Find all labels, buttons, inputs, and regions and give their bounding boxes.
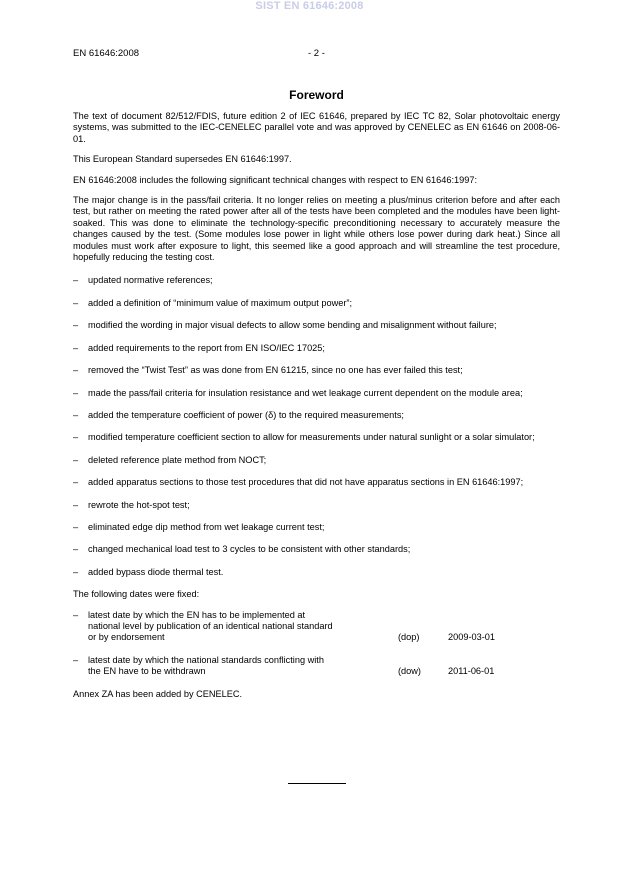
dash-bullet: – (73, 409, 79, 420)
dash-bullet: – (73, 365, 79, 376)
standard-number: EN 61646:2008 (73, 48, 140, 59)
dates-list (73, 610, 560, 678)
list-item (73, 544, 560, 555)
list-item (73, 567, 560, 578)
dash-bullet: – (73, 654, 79, 665)
dash-bullet: – (73, 499, 79, 510)
list-item-text: rewrote the hot-spot test; (88, 499, 190, 510)
dash-bullet: – (73, 521, 79, 532)
list-item (73, 365, 560, 376)
list-item-text: changed mechanical load test to 3 cycles to be consistent with other standards; (88, 544, 411, 555)
dash-bullet: – (73, 320, 79, 331)
list-item (73, 343, 560, 354)
dash-bullet: – (73, 454, 79, 465)
list-item (73, 388, 560, 399)
date-description: latest date by which the EN has to be implemented at national level by publication of an identical national standard or by endorsement (88, 609, 333, 643)
list-item-text: eliminated edge dip method from wet leakage current test; (88, 521, 325, 532)
dash-bullet: – (73, 477, 79, 488)
page-number: - 2 - (308, 48, 325, 59)
list-item-text: updated normative references; (88, 275, 213, 286)
dash-bullet: – (73, 432, 79, 443)
list-item-text: deleted reference plate method from NOCT; (88, 454, 267, 465)
list-item-text: modified temperature coefficient section to allow for measurements under natural sunlight or a solar simulator; (88, 432, 535, 443)
date-value: 2011-06-01 (448, 666, 495, 677)
dash-bullet: – (73, 566, 79, 577)
paragraph-dates-intro: The following dates were fixed: (73, 589, 200, 600)
dash-bullet: – (73, 297, 79, 308)
paragraph-supersedes: This European Standard supersedes EN 61646:1997. (73, 154, 292, 165)
dash-bullet: – (73, 342, 79, 353)
date-item-dop (73, 610, 560, 644)
list-item-text: added the temperature coefficient of power (δ) to the required measurements; (88, 409, 404, 420)
list-item-text: added requirements to the report from EN ISO/IEC 17025; (88, 342, 325, 353)
end-rule (288, 783, 346, 784)
list-item-text: added apparatus sections to those test procedures that did not have apparatus sections in EN 61646:1997; (88, 477, 524, 488)
date-code: (dow) (398, 666, 421, 677)
list-item-text: made the pass/fail criteria for insulation resistance and wet leakage current dependent on the module area; (88, 387, 523, 398)
dash-bullet: – (73, 609, 79, 620)
dash-bullet: – (73, 544, 79, 555)
foreword-content (73, 88, 560, 709)
date-item-dow (73, 655, 560, 678)
list-item (73, 432, 560, 443)
list-item (73, 477, 560, 488)
list-item (73, 275, 560, 286)
date-code: (dop) (398, 632, 420, 643)
page-title: Foreword (289, 88, 344, 102)
dash-bullet: – (73, 275, 79, 286)
list-item (73, 410, 560, 421)
list-item (73, 522, 560, 533)
list-item-text: modified the wording in major visual defects to allow some bending and misalignment without failure; (88, 320, 497, 331)
date-value: 2009-03-01 (448, 632, 495, 643)
list-item-text: added bypass diode thermal test. (88, 566, 224, 577)
paragraph-annex: Annex ZA has been added by CENELEC. (73, 688, 243, 699)
list-item-text: added a definition of “minimum value of maximum output power”; (88, 297, 353, 308)
date-description: latest date by which the national standards conflicting with the EN have to be withdrawn (88, 654, 324, 677)
list-item-text: removed the “Twist Test” as was done from EN 61215, since no one has ever failed this test; (88, 365, 463, 376)
list-item (73, 298, 560, 309)
list-item (73, 500, 560, 511)
paragraph-intro: The text of document 82/512/FDIS, future edition 2 of IEC 61646, prepared by IEC TC 82, Solar photovoltaic energy systems, was submitted to the IEC-CENELEC parallel vote and was approved by CENELEC as EN 61646 on 2008-06-01. (73, 111, 560, 144)
dash-bullet: – (73, 387, 79, 398)
paragraph-major-change: The major change is in the pass/fail criteria. It no longer relies on meeting a plus/minus criterion before and after each test, but rather on meeting the rated power after all of the tests have been completed and the modules have been light-soaked. This was done to eliminate the technology-specific preconditioning necessary to accurately measure the changes caused by the test. (Some modules lose power in light while others lose power during dark heat.) Since all modules must work after exposure to light, this seemed like a good approach and will streamline the test procedure, hopefully reducing the testing cost. (73, 195, 560, 263)
paragraph-changes-intro: EN 61646:2008 includes the following significant technical changes with respect to EN 61646:1997: (73, 174, 477, 185)
watermark: SIST EN 61646:2008 (255, 0, 364, 12)
changes-list (73, 275, 560, 578)
list-item (73, 320, 560, 331)
list-item (73, 455, 560, 466)
